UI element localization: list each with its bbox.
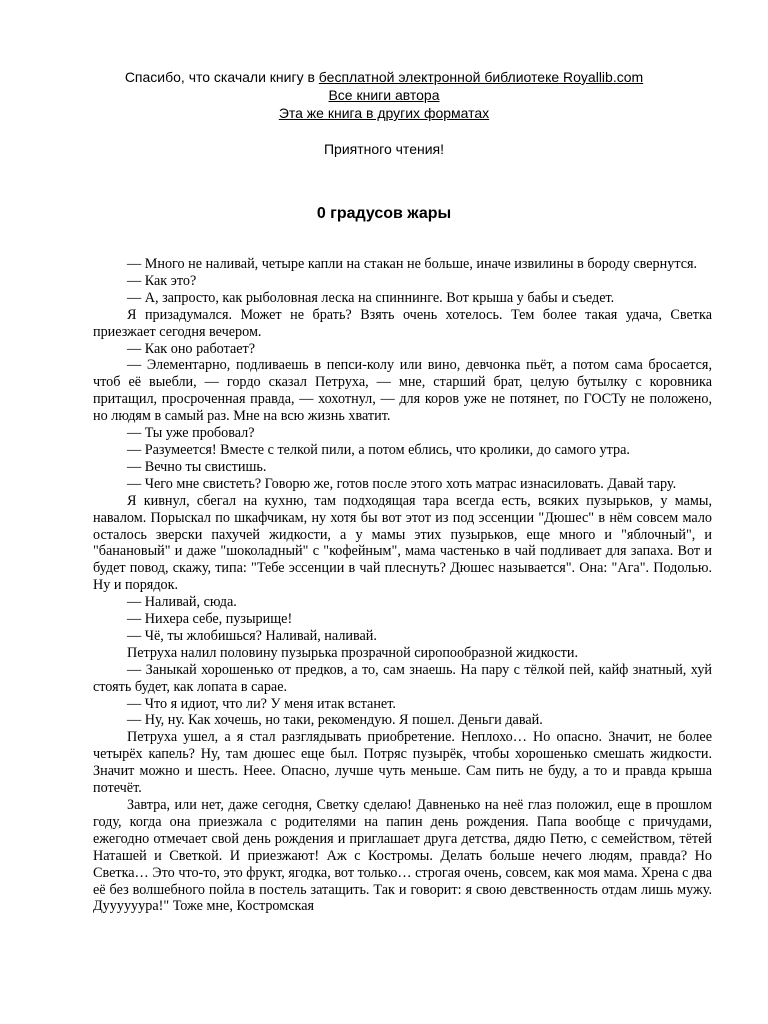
paragraph: Я кивнул, сбегал на кухню, там подходящая тара всегда есть, всяких пузырьков, у мамы, навалом. Порыскал по шкафчикам, ну хотя бы вот этот из под эссенции "Дюшес" в нём совсем мало осталось зверски пахучей жидкости, а у мамы этих пузырьков, еще много и "яблочный", и "банановый" и даже "шоколадный" с "кофейным", мама частенько в чай подливает для запаха. Вот и будет повод, скажу, типа: "Тебе эссенции в чай плеснуть? Дюшес называется". Она: "Ага". Подолью. Ну и порядок.	[93, 492, 712, 594]
paragraph: — Ты уже пробовал?	[127, 425, 255, 442]
paragraph: — Что я идиот, что ли? У меня итак встанет.	[127, 695, 396, 712]
other-formats-link[interactable]: Эта же книга в других форматах	[278, 105, 490, 121]
paragraph: Петруха ушел, а я стал разглядывать приобретение. Неплохо… Но опасно. Значит, не более четырёх капель? Ну, там дюшес еще был. Потряс пузырёк, чтобы хорошенько смешать жидкости. Значит можно и шесть. Нeee. Опасно, лучше чуть меньше. Сам пить не буду, а то и правда крыша потечёт.	[93, 729, 712, 797]
thanks-text: Спасибо, что скачали книгу в	[124, 69, 319, 85]
paragraph: — Чего мне свистеть? Говорю же, готов после этого хоть матрас изнасиловать. Давай тару.	[127, 475, 677, 492]
paragraph: — Ну, ну. Как хочешь, но таки, рекомендую. Я пошел. Деньги давай.	[127, 712, 543, 729]
paragraph: Завтра, или нет, даже сегодня, Светку сделаю! Давненько на неё глаз положил, еще в прошлом году, когда она приезжала с родителями на папин день рождения. Папа вообще с причудами, ежегодно отмечает свой день рождения и приглашает друга детства, дядю Петю, с семейством, тётей Наташей и Светкой. И приезжают! Аж с Костромы. Делать больше нечего людям, правда? Но Светка… Это что-то, это фрукт, ягодка, вот только… строгая очень, совсем, как моя мама. Хрена с два её без волшебного пойла в постель затащить. Так и говорит: я свою девственность отдам лишь мужу. Дуууууура!" Тоже мне, Костромская	[93, 797, 712, 915]
thanks-line	[0, 68, 768, 86]
author-books-link[interactable]: Все книги автора	[328, 87, 440, 103]
greeting-text: Приятного чтения!	[323, 141, 444, 157]
paragraph: — Заныкай хорошенько от предков, а то, сам знаешь. На пару с тёлкой пей, кайф знатный, хуй стоять будет, как лопата в сарае.	[93, 661, 712, 695]
paragraph: — Элементарно, подливаешь в пепси-колу или вино, девчонка пьёт, а потом сама бросается, чтоб её выебли, — гордо сказал Петруха, — мне, старший брат, целую бутылку с коровника притащил, просроченная правда, — хохотнул, — для коров уже не потянет, по ГОСТу не положено, но людям в самый раз. Мне на всю жизнь хватит.	[93, 357, 712, 425]
paragraph: Петруха налил половину пузырька прозрачной сиропообразной жидкости.	[127, 644, 579, 661]
book-title: 0 градусов жары	[316, 205, 452, 222]
library-link[interactable]: бесплатной электронной библиотеке Royallib.com	[318, 69, 644, 85]
paragraph: — А, запросто, как рыболовная леска на спиннинге. Вот крыша у бабы и съедет.	[127, 289, 615, 306]
paragraph: — Наливай, сюда.	[127, 594, 237, 611]
download-header	[0, 68, 768, 158]
paragraph: — Разумеется! Вместе с телкой пили, а потом еблись, что кролики, до самого утра.	[127, 441, 630, 458]
paragraph: — Нихера себе, пузырище!	[127, 611, 293, 628]
book-text	[93, 256, 712, 915]
paragraph: Я призадумался. Может не брать? Взять очень хотелось. Тем более такая удача, Светка приезжает сегодня вечером.	[93, 306, 712, 340]
paragraph: — Много не наливай, четыре капли на стакан не больше, иначе извилины в бороду свернутся.	[127, 256, 698, 272]
paragraph: — Вечно ты свистишь.	[127, 458, 267, 475]
paragraph: — Чё, ты жлобишься? Наливай, наливай.	[127, 627, 377, 644]
paragraph: — Как оно работает?	[127, 340, 256, 357]
paragraph: — Как это?	[127, 272, 197, 289]
